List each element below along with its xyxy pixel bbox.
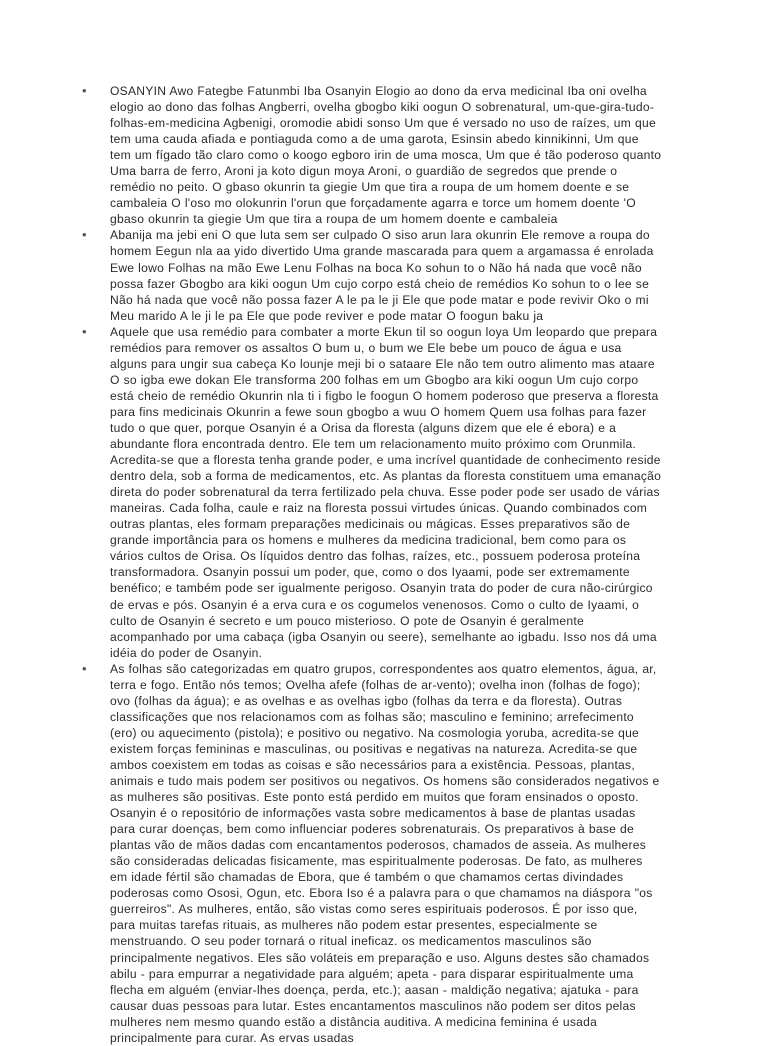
list-item <box>82 227 662 323</box>
bullet-list <box>82 83 662 1046</box>
bullet-marker: • <box>82 323 87 339</box>
list-item <box>82 83 662 227</box>
bullet-marker: • <box>82 660 87 676</box>
paragraph-text: OSANYIN Awo Fategbe Fatunmbi Iba Osanyin Elogio ao dono da erva medicinal Iba oni ovelha elogio ao dono das folhas Angberri, ovelha gbogbo kiki oogun O sobrenatural, um-que-gira-tudo-folhas-em-medicina Agbenigi, oromodie abidi sonso Um que é versado no uso de raízes, um que tem uma cauda afiada e pontiaguda como a de uma garota, Esinsin abedo kinnikinni, Um que tem um fígado tão claro como o koogo egboro irin de uma mosca, Um que é tão poderoso quanto Uma barra de ferro, Aroni ja koto digun moya Aroni, o guardião de segredos que prende o remédio no peito. O gbaso okunrin ta giegie Um que tira a roupa de um homem doente e se cambaleia O l'oso mo olokunrin l'orun que forçadamente agarra e torce um homem doente 'O gbaso okunrin ta giegie Um que tira a roupa de um homem doente e cambaleia <box>110 84 662 227</box>
paragraph-text: As folhas são categorizadas em quatro grupos, correspondentes aos quatro elementos, água, ar, terra e fogo. Então nós temos; Ovelha afefe (folhas de ar-vento); ovelha inon (folhas de fogo); ovo (folhas da água); e as ovelhas e as ovelhas igbo (folhas da terra e da floresta). Outras classificações que nos relacionamos com as folhas são; masculino e feminino; arrefecimento (ero) ou aquecimento (pistola); e positivo ou negativo. Na cosmologia yoruba, acredita-se que existem forças femininas e masculinas, ou positivas e negativas na natureza. Acredita-se que ambos coexistem em todas as coisas e são necessários para a existência. Pessoas, plantas, animais e tudo mais podem ser positivos ou negativos. Os homens são considerados negativos e as mulheres são positivas. Este ponto está perdido em muitos que foram ensinados o oposto. Osanyin é o repositório de informações vasta sobre medicamentos à base de plantas usadas para curar doenças, bem como influenciar poderes sobrenaturais. Os preparativos à base de plantas vão de mãos dadas com encantamentos poderosos, chamados de asseia. As mulheres são consideradas delicadas fisicamente, mas espiritualmente poderosas. De fato, as mulheres em idade fértil são chamadas de Ebora, que é também o que chamamos certas divindades poderosas como Ososi, Ogun, etc. Ebora Iso é a palavra para o que chamamos na diáspora "os guerreiros". As mulheres, então, são vistas como seres espirituais poderosos. É por isso que, para muitas tarefas rituais, as mulheres não podem estar presentes, especialmente se menstruando. O seu poder tornará o ritual ineficaz. os medicamentos masculinos são principalmente negativos. Eles são voláteis em preparação e uso. Alguns destes são chamados abilu - para empurrar a negatividade para alguém; apeta - para disparar espiritualmente uma flecha em alguém (enviar-lhes doença, perda, etc.); aasan - maldição negativa; ajatuka - para causar duas pessoas para lutar. Estes encantamentos masculinos não podem ser ditos pelas mulheres nem mesmo quando estão a distância auditiva. A medicina feminina é usada principalmente para curar. As ervas usadas <box>110 661 660 1045</box>
list-item <box>82 324 662 661</box>
paragraph-text: Aquele que usa remédio para combater a morte Ekun til so oogun loya Um leopardo que prepara remédios para remover os assaltos O bum u, o bum we Ele bebe um pouco de água e usa alguns para ungir sua cabeça Ko lounje meji bi o sataare Ele não tem outro alimento mas ataare O so igba ewe dokan Ele transforma 200 folhas em um Gbogbo ara kiki oogun Um cujo corpo está cheio de remédio Okunrin nla ti i figbo le foogun O homem poderoso que preserva a floresta para fins medicinais Okunrin a fewe soun gbogbo a wuu O homem Quem usa folhas para fazer tudo o que quer, porque Osanyin é a Orisa da floresta (alguns dizem que ele é ebora) e a abundante flora encontrada dentro. Ele tem um relacionamento muito próximo com Orunmila. Acredita-se que a floresta tenha grande poder, e uma incrível quantidade de conhecimento reside dentro dela, sob a forma de medicamentos, etc. As plantas da floresta constituem uma emanação direta do poder sobrenatural da terra fertilizado pela chuva. Esse poder pode ser usado de várias maneiras. Cada folha, caule e raiz na floresta possui virtudes únicas. Quando combinados com outras plantas, eles formam preparações medicinais ou mágicas. Esses preparativos são de grande importância para os homens e mulheres da medicina tradicional, bem como para os vários cultos de Orisa. Os líquidos dentro das folhas, raízes, etc., possuem poderosa proteína transformadora. Osanyin possui um poder, que, como o dos Iyaami, pode ser extremamente benéfico; e também pode ser igualmente perigoso. Osanyin trata do poder de cura não-cirúrgico de ervas e pós. Osanyin é a erva cura e os cogumelos venenosos. Como o culto de Iyaami, o culto de Osanyin é secreto e um pouco misterioso. O pote de Osanyin é geralmente acompanhado por uma cabaça (igba Osanyin ou seere), semelhante ao igbadu. Isso nos dá uma idéia do poder de Osanyin. <box>110 324 662 660</box>
list-item <box>82 661 662 1046</box>
bullet-marker: • <box>82 227 87 243</box>
bullet-marker: • <box>82 83 87 98</box>
paragraph-text: Abanija ma jebi eni O que luta sem ser culpado O siso arun lara okunrin Ele remove a roupa do homem Eegun nla aa yido divertido Uma grande mascarada para quem a argamassa é enrolada Ewe lowo Folhas na mão Ewe Lenu Folhas na boca Ko sohun to o Não há nada que você não possa fazer Gbogbo ara kiki oogun Um cujo corpo está cheio de remédios Ko sohun to o lee se Não há nada que você não possa fazer A le pa le ji Ele que pode matar e pode revivir Oko o mi Meu marido A le ji le pa Ele que pode reviver e pode matar O foogun baku ja <box>110 228 654 323</box>
